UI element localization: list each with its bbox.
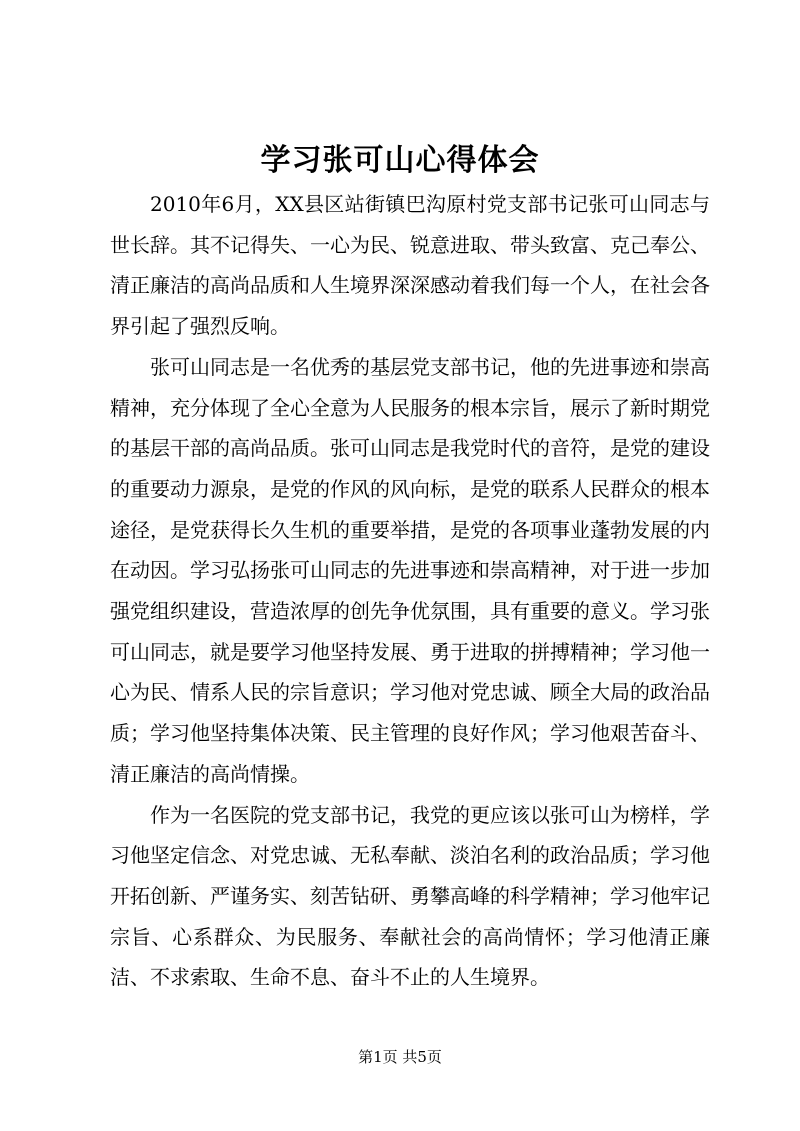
paragraph-3: 作为一名医院的党支部书记，我党的更应该以张可山为榜样，学习他坚定信念、对党忠诚、无私奉献、淡泊名利的政治品质；学习他开拓创新、严谨务实、刻苦钻研、勇攀高峰的科学精神；学习他牢记宗旨、心系群众、为民服务、奉献社会的高尚情怀；学习他清正廉洁、不求索取、生命不息、奋斗不止的人生境界。 [110, 802, 710, 990]
paragraph-1: 2010年6月，XX县区站街镇巴沟原村党支部书记张可山同志与世长辞。其不记得失、一心为民、锐意进取、带头致富、克己奉公、清正廉洁的高尚品质和人生境界深深感动着我们每一个人，在社会各界引起了强烈反响。 [110, 192, 710, 339]
paragraph-2: 张可山同志是一名优秀的基层党支部书记，他的先进事迹和崇高精神，充分体现了全心全意为人民服务的根本宗旨，展示了新时期党的基层干部的高尚品质。张可山同志是我党时代的音符，是党的建设的重要动力源泉，是党的作风的风向标，是党的联系人民群众的根本途径，是党获得长久生机的重要举措，是党的各项事业蓬勃发展的内在动因。学习弘扬张可山同志的先进事迹和崇高精神，对于进一步加强党组织建设，营造浓厚的创先争优氛围，具有重要的意义。学习张可山同志，就是要学习他坚持发展、勇于进取的拼搏精神；学习他一心为民、情系人民的宗旨意识；学习他对党忠诚、顾全大局的政治品质；学习他坚持集体决策、民主管理的良好作风；学习他艰苦奋斗、清正廉洁的高尚情操。 [110, 354, 710, 786]
document-body [110, 184, 710, 998]
page-footer: 第1页 共5页 [358, 1048, 442, 1066]
page-title: 学习张可山心得体会 [260, 143, 540, 178]
